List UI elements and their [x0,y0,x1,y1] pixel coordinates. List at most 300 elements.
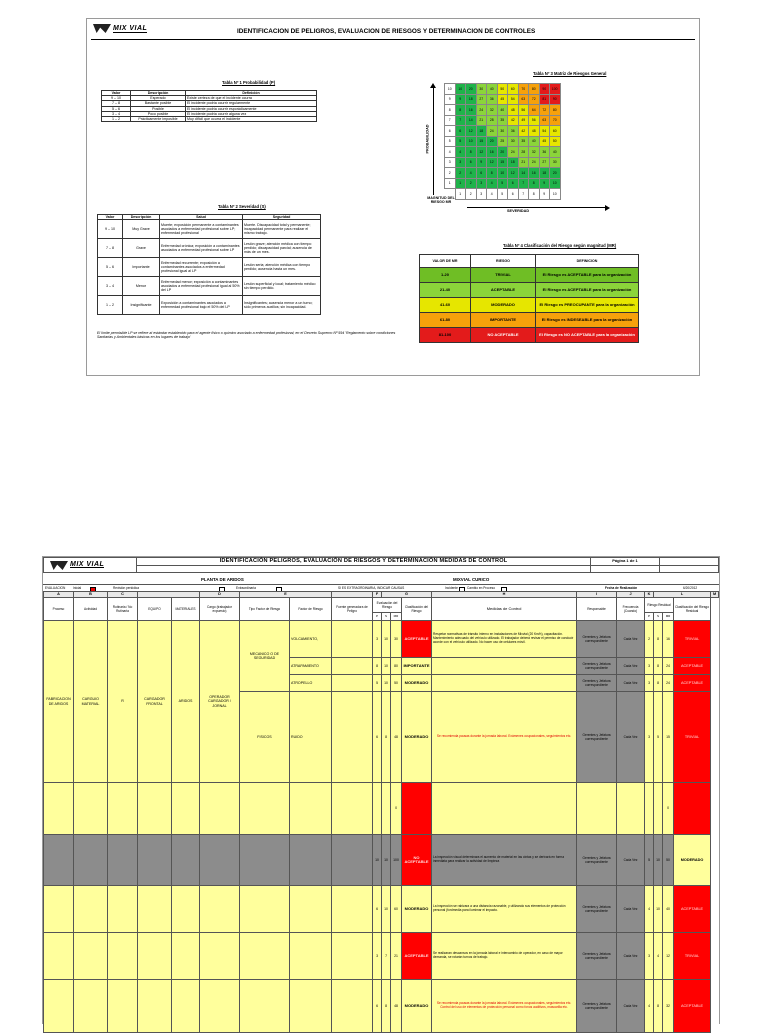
cell-residual-rp: 3 [645,692,654,783]
cell-empty [200,933,240,980]
matrix-cell: 21 [476,115,487,126]
matrix-cell: 35 [497,115,508,126]
cell-actividad: CARGUIO MATERIAL [74,621,108,783]
header-p: P [373,613,382,621]
table-row [420,298,639,313]
matrix-col-label: 6 [508,189,519,200]
matrix-cell: 80 [529,84,540,95]
matrix-cell: 50 [497,84,508,95]
matrix-cell: 45 [497,94,508,105]
column-letter: J [617,592,645,598]
matrix-row-label: 1 [445,178,456,189]
matrix-cell: 15 [497,157,508,168]
cell-residual-rs: 8 [654,980,663,1033]
column-letter: A [44,592,74,598]
matrix-cell: 8 [455,105,466,116]
cell-equipo: CARGADOR FRONTAL [138,621,172,783]
probability-table [101,90,317,122]
col-definicion: DEFINICION [536,255,639,268]
cell-factor [290,835,332,886]
cell-tipo-factor: FISICOS [240,692,290,783]
matrix-cell: 40 [487,84,498,95]
matrix-cell: 70 [518,84,529,95]
cell-empty [200,835,240,886]
cell-descripcion: Menor [123,277,160,296]
cell-empty [74,886,108,933]
cell-s: 8 [382,692,391,783]
matrix-cell: 8 [487,168,498,179]
company-logo [50,561,104,570]
column-letter: D [200,592,240,598]
matrix-row [445,136,561,147]
cell-residual-rs: 8 [654,675,663,692]
cell-residual-rmr: 15 [663,692,674,783]
blank-cell [591,566,660,573]
cell-residual-rs: 8 [654,621,663,658]
cell-empty [240,933,290,980]
cell-residual-rp: 4 [645,886,654,933]
table-row [98,296,321,315]
page-number: Página 1 de 1 [591,558,660,566]
cell-empty [172,933,200,980]
matrix-cell: 10 [455,84,466,95]
cell-p: 5 [373,675,382,692]
matrix-cell: 24 [508,147,519,158]
matrix-cell: 54 [539,126,550,137]
matrix-cell: 27 [539,157,550,168]
header-mr: MR [391,613,402,621]
cell-definicion: El Riesgo es ACEPTABLE para la organización [536,283,639,298]
cell-fuente [332,658,373,675]
cell-residual-rp: 4 [645,980,654,1033]
matrix-cell: 8 [529,178,540,189]
cell-fuente [332,692,373,783]
matrix-cell: 9 [539,178,550,189]
matrix-cell: 56 [518,105,529,116]
header-responsable: Responsable [577,598,617,621]
table-row [98,220,321,239]
cell-clas-residual: ACEPTABLE [674,980,711,1033]
matrix-cell: 4 [487,178,498,189]
cell-valor: 5 – 6 [98,258,123,277]
matrix-cell: 54 [508,94,519,105]
cell-medidas: Se recomienda pausas durante la jornada laboral. Exámenes ocupacionales, seguimientos etc. [432,692,577,783]
matrix-col-label: 1 [455,189,466,200]
matrix-cell: 36 [508,126,519,137]
logo-text: MIX VIAL [113,24,148,32]
column-letter: B [74,592,108,598]
fecha-value: 6/20/2012 [683,586,698,590]
header-residual: Riesgo Residual [645,598,674,613]
cell-frecuencia [617,783,645,835]
header-medidas: Medidas de Control [432,598,577,621]
cell-frecuencia: Cada Vez [617,675,645,692]
column-letter: C [108,592,138,598]
matrix-col-label: 5 [497,189,508,200]
cell-materiales: ARIDOS [172,621,200,783]
fecha-label: Fecha de Realización [605,586,638,590]
cell-descripcion: Muy Grave [123,220,160,239]
matrix-cell: 72 [529,94,540,105]
page-risk-assessment [42,556,720,1024]
table-row [44,621,719,658]
matrix-cell: 40 [550,147,561,158]
cell-empty [172,783,200,835]
cell-empty [44,886,74,933]
cell-empty [44,835,74,886]
cell-medidas [432,658,577,675]
cell-residual-rp: 3 [645,658,654,675]
obra-label: MIXVIAL CURICO [453,577,490,582]
cell-empty [108,886,138,933]
cell-empty [138,835,172,886]
cell-riesgo: NO ACEPTABLE [471,328,536,343]
cell-s: 8 [382,980,391,1033]
matrix-row [445,147,561,158]
cell-medidas: La inspección visual determinara el aumento de material en las cintas y se derivará en forma inmediata para realizar la actividad de limpieza [432,835,577,886]
cell-valor-mr: 1-20 [420,268,471,283]
cell-empty [138,783,172,835]
cell-fuente [332,886,373,933]
matrix-cell: 6 [455,126,466,137]
cell-residual-rmr: 24 [663,658,674,675]
cell-empty [200,783,240,835]
matrix-col-label: 8 [529,189,540,200]
matrix-cell: 18 [476,126,487,137]
cell-frecuencia: Cada Vez [617,658,645,675]
cell-residual-rs: 5 [654,692,663,783]
page-risk-criteria [86,18,700,376]
matrix-row-label: 3 [445,157,456,168]
cell-valor-mr: 81-100 [420,328,471,343]
column-letter: I [577,592,617,598]
header-actividad: Actividad [74,598,108,621]
cell-residual-rp: 3 [645,675,654,692]
cell-proceso: FABRICACION DE ARIDOS [44,621,74,783]
matrix-cell: 25 [497,136,508,147]
matrix-cell: 60 [550,126,561,137]
cell-empty [240,886,290,933]
matrix-cell: 16 [487,147,498,158]
cell-clas-residual: TRIVIAL [674,933,711,980]
header-fuente: Fuente generadora de Peligro [332,598,373,621]
matrix-cell: 18 [539,168,550,179]
column-letter: M [711,592,719,598]
cell-tipo-factor: MECANICO O DE SEGURIDAD [240,621,290,692]
cell-salud: Muerte; exposición permanente a contaminantes asociados a enfermedad profesional sobre LP; enfermedad profesional [160,220,243,239]
cell-empty [172,980,200,1033]
cell-clas-residual: ACEPTABLE [674,675,711,692]
matrix-cell: 12 [508,168,519,179]
matrix-row-label: 5 [445,136,456,147]
cell-mr: 80 [391,658,402,675]
matrix-cell: 30 [550,157,561,168]
cell-empty [108,980,138,1033]
cell-p: 3 [373,621,382,658]
eval-revision-label: Revisión periódica [113,586,140,590]
cell-frecuencia: Cada Vez [617,835,645,886]
cell-p: 8 [373,658,382,675]
header-tipo_factor: Tipo Factor de Riesgo [240,598,290,621]
matrix-cell: 10 [466,136,477,147]
matrix-cell: 10 [497,168,508,179]
header-evaluacion: Evaluación del Riesgo [373,598,402,613]
cell-descripcion: Prácticamente imposible [131,117,186,122]
matrix-row [445,115,561,126]
cell-empty [240,835,290,886]
matrix-cell: 7 [518,178,529,189]
cell-riesgo: TRIVIAL [471,268,536,283]
matrix-cell: 72 [539,105,550,116]
cell-empty [172,886,200,933]
matrix-cell: 30 [497,126,508,137]
cell-mr: 60 [391,886,402,933]
cell-residual-rmr: 24 [663,675,674,692]
cell-residual-rp: 3 [645,933,654,980]
cell-fuente [332,980,373,1033]
col-definicion: Definición [186,91,317,96]
cell-factor [290,980,332,1033]
matrix-cell: 24 [487,126,498,137]
cell-mr: 21 [391,933,402,980]
matrix-col-label: 9 [539,189,550,200]
cell-residual-rmr: 50 [663,835,674,886]
cell-salud: Enfermedad recurrente; exposición a contaminantes asociados a enfermedad profesional igual al LP [160,258,243,277]
cell-empty [108,783,138,835]
cell-residual-rp: 2 [645,621,654,658]
cell-medidas [432,783,577,835]
cell-clasificacion: ACEPTABLE [402,621,432,658]
matrix-cell: 35 [518,136,529,147]
cell-factor: RUIDO [290,692,332,783]
cell-mr: 100 [391,835,402,886]
logo-cell [44,558,137,573]
cell-definicion: El incidente podría ocurrir alguna vez [186,111,317,116]
header-proceso: Proceso [44,598,74,621]
matrix-row [445,126,561,137]
matrix-cell: 28 [487,115,498,126]
cell-descripcion: Bastante posible [131,101,186,106]
header-table [43,557,719,573]
cell-residual-rp: 5 [645,835,654,886]
col-valor-mr: VALOR DE MR [420,255,471,268]
y-axis-label: PROBABILIDAD [425,124,430,154]
table-row [420,268,639,283]
divider [43,584,719,585]
matrix-cell: 8 [466,147,477,158]
matrix-cell: 80 [550,105,561,116]
cell-empty [200,886,240,933]
cell-seguridad: Lesión seria; atención médica con tiempo perdido; ausencia hasta un mes. [243,258,321,277]
matrix-cell: 15 [476,136,487,147]
col-salud: Salud [160,215,243,220]
cell-valor: 1 – 2 [102,117,131,122]
cell-fuente [332,675,373,692]
cell-descripcion: Insignificante [123,296,160,315]
matrix-row [445,84,561,95]
blank-cell [660,558,719,566]
cell-mr: 0 [391,783,402,835]
cell-p: 3 [373,933,382,980]
cell-fuente [332,933,373,980]
cell-factor [290,783,332,835]
cell-residual-rmr: 40 [663,886,674,933]
cell-residual-rs: 4 [654,933,663,980]
cell-s: 10 [382,621,391,658]
matrix-row-label: 8 [445,105,456,116]
matrix-row-label: 9 [445,94,456,105]
matrix-cell: 48 [529,126,540,137]
column-letter: H [432,592,577,598]
risk-classification-table [419,254,639,343]
cell-factor: ATRAPAMIENTO [290,658,332,675]
cell-frecuencia: Cada Vez [617,980,645,1033]
table-row [44,835,719,886]
cell-s: 10 [382,675,391,692]
col-descripcion: Descripción [123,215,160,220]
matrix-cell: 63 [539,115,550,126]
document-title: IDENTIFICACION DE PELIGROS, EVALUACION DE RIESGOS Y DETERMINACION DE CONTROLES [237,28,536,35]
matrix-col-label: 10 [550,189,561,200]
cell-valor: 5 – 6 [102,106,131,111]
matrix-cell: 70 [550,115,561,126]
cell-salud: Exposición a contaminantes asociados a enfermedad profesional bajo el 50% del LP [160,296,243,315]
eval-inicial-label: Inicial [73,586,82,590]
matrix-cell: 20 [466,84,477,95]
header-frecuencia: Frecuencia (Cuando) [617,598,645,621]
cell-residual-rmr: 12 [663,933,674,980]
matrix-cell: 36 [539,147,550,158]
cell-empty [74,980,108,1033]
matrix-row [445,105,561,116]
cell-empty [74,835,108,886]
y-axis-arrow [430,83,438,203]
severity-table [97,214,321,315]
cell-mr: 50 [391,675,402,692]
cell-medidas: Se recomienda pausas durante la jornada laboral. Exámenes ocupacionales, seguimientos etc. Control del uso de elementos de protección personal como fonos auditivos, mascarilla etc. [432,980,577,1033]
matrix-cell: 90 [550,94,561,105]
matrix-col-label: 2 [466,189,477,200]
matrix-row-label: 7 [445,115,456,126]
matrix-cell: 50 [550,136,561,147]
cell-fuente [332,835,373,886]
cell-empty [240,980,290,1033]
cell-empty [44,933,74,980]
cell-clasificacion: NO ACEPTABLE [402,835,432,886]
matrix-cell: 40 [497,105,508,116]
logo-mark-icon [93,24,111,33]
matrix-cell: 2 [455,168,466,179]
matrix-cell: 42 [518,126,529,137]
risk-matrix [444,83,561,200]
matrix-cell: 32 [529,147,540,158]
cell-mr: 30 [391,621,402,658]
cell-definicion: Existe certeza de que el incidente ocurra [186,96,317,101]
matrix-cell: 27 [476,94,487,105]
x-axis-arrow [467,207,607,208]
matrix-cell: 9 [476,157,487,168]
evaluacion-label: EVALUACION [45,586,66,590]
header-cargo: Cargo (trabajador expuesto) [200,598,240,621]
matrix-cell: 49 [518,115,529,126]
matrix-cell: 81 [539,94,550,105]
matrix-cell: 30 [508,136,519,147]
cell-p [373,783,382,835]
cell-empty [44,980,74,1033]
matrix-cell: 18 [508,157,519,168]
cell-empty [138,886,172,933]
header-rutinaria: Rutinaria / No Rutinaria [108,598,138,621]
tabla2-note: El límite permisible LP se refiere al estándar establecido para el agente físico o químico asociado a enfermedad profesional, en el Decreto Supremo Nº 594 'Reglamento sobre condiciones Sanitarias y Ambientales básicas en los lugares de trabajo' [97,331,396,340]
col-seguridad: Seguridad [243,215,321,220]
cell-valor: 1 – 2 [98,296,123,315]
header-s: S [654,613,663,621]
cell-frecuencia: Cada Vez [617,692,645,783]
matrix-col-label: 3 [476,189,487,200]
extraordinaria-causes-label: SI ES EXTRAORDINARIA, INDICAR CAUSAS [338,586,405,590]
matrix-cell: 36 [487,94,498,105]
cell-residual-rs: 10 [654,835,663,886]
cell-responsable [577,783,617,835]
cell-fuente [332,621,373,658]
matrix-cell: 2 [466,178,477,189]
cell-valor: 7 – 8 [102,101,131,106]
cell-clasificacion: ACEPTABLE [402,933,432,980]
cell-factor: ATROPELLO [290,675,332,692]
cell-fuente [332,783,373,835]
column-letter: L [654,592,711,598]
cell-residual-rp [645,783,654,835]
col-descripcion: Descripción [131,91,186,96]
table-row [420,313,639,328]
cell-residual-rmr: 0 [663,783,674,835]
header-row [44,598,719,613]
matrix-cell: 16 [529,168,540,179]
cell-salud: Enfermedad crónica; exposición a contaminantes asociados a enfermedad profesional sobre LP [160,239,243,258]
cell-riesgo: ACEPTABLE [471,283,536,298]
column-letter: E [240,592,332,598]
header-p: P [645,613,654,621]
logo-text: MIX VIAL [70,560,105,568]
matrix-cell: 28 [518,147,529,158]
matrix-cell: 48 [508,105,519,116]
cell-clasificacion: MODERADO [402,980,432,1033]
header-factor: Factor de Riesgo [290,598,332,621]
matrix-cell: 21 [518,157,529,168]
column-letter: F [373,592,382,598]
cell-empty [44,783,74,835]
matrix-cell: 3 [455,157,466,168]
cell-empty [240,783,290,835]
cell-descripcion: Importante [123,258,160,277]
cell-frecuencia: Cada Vez [617,621,645,658]
matrix-col-label: 7 [518,189,529,200]
cell-responsable: Gerentes y Jefatura correspondiente [577,621,617,658]
cell-clasificacion: MODERADO [402,886,432,933]
cell-factor [290,933,332,980]
column-letter: G [382,592,432,598]
table-row [98,258,321,277]
matrix-cell: 45 [539,136,550,147]
table-row [420,283,639,298]
cell-riesgo: MODERADO [471,298,536,313]
cell-medidas: Se realizaran descansos en la jornada laboral e intercambio de operador, en caso de mayor demanda, se rotarán turnos de trabajo. [432,933,577,980]
matrix-cell: 100 [550,84,561,95]
cell-descripcion: Poco posible [131,111,186,116]
col-riesgo: RIESGO [471,255,536,268]
cell-s: 10 [382,886,391,933]
cell-p: 6 [373,692,382,783]
